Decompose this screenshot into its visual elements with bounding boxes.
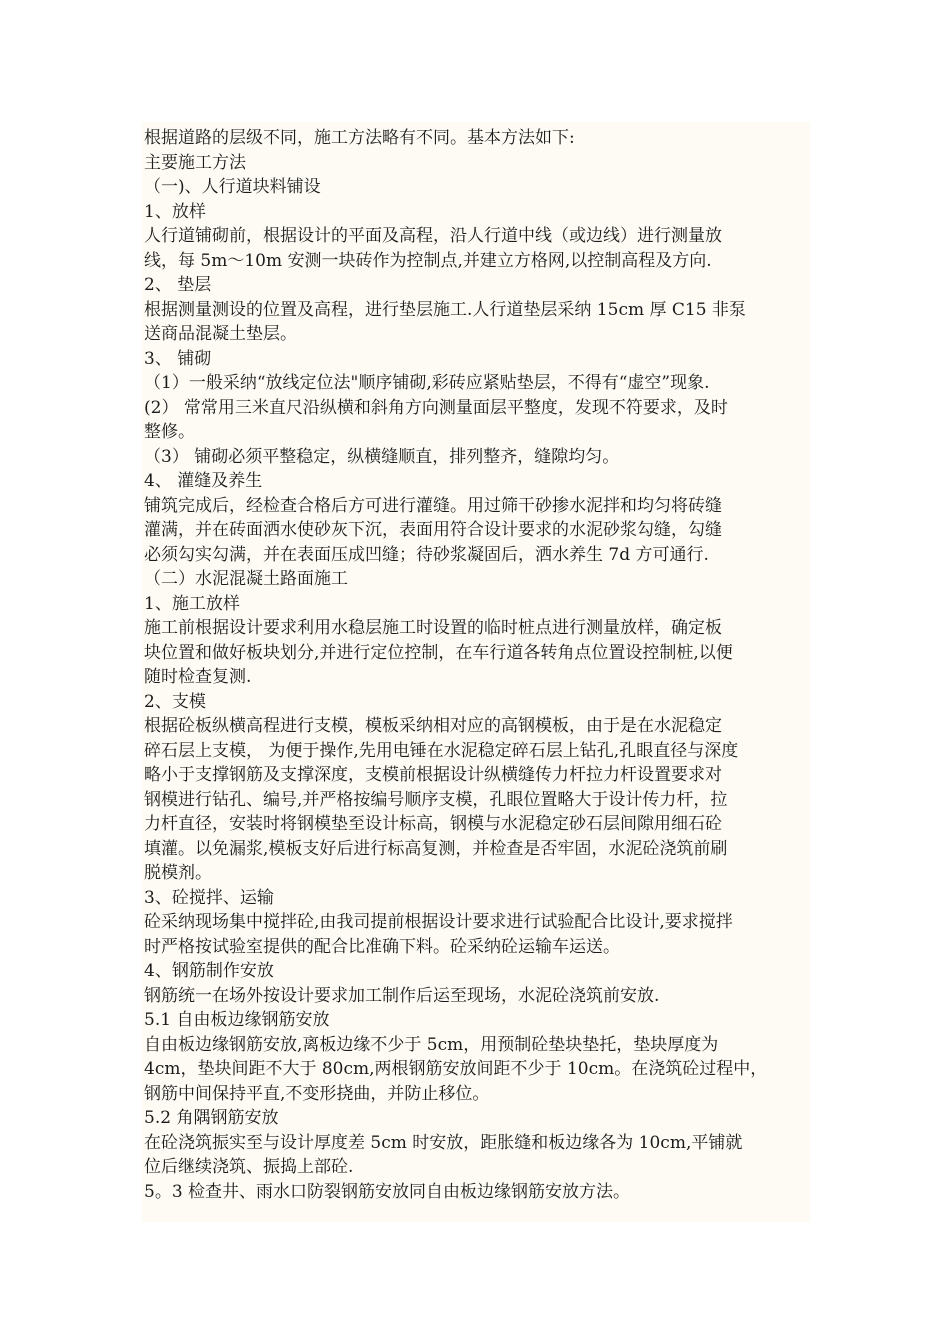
paragraph-line: 人行道铺砌前，根据设计的平面及高程，沿人行道中线（或边线）进行测量放 xyxy=(144,226,722,246)
document-body xyxy=(144,126,810,1204)
section-heading-main-methods: 主要施工方法 xyxy=(144,152,246,173)
paragraph-line-intro: 根据道路的层级不同，施工方法略有不同。基本方法如下: xyxy=(144,128,575,148)
paragraph-line: 略小于支撑钢筋及支撑深度，支模前根据设计纵横缝传力杆拉力杆设置要求对 xyxy=(144,765,722,785)
paragraph-line: 灌满，并在砖面洒水使砂灰下沉，表面用符合设计要求的水泥砂浆勾缝，勾缝 xyxy=(144,520,722,540)
subheading-free-edge-rebar: 5.1 自由板边缘钢筋安放 xyxy=(144,1010,330,1030)
paragraph-line: 砼采纳现场集中搅拌砼,由我司提前根据设计要求进行试验配合比设计,要求搅拌 xyxy=(144,912,733,932)
paragraph-line: 钢筋统一在场外按设计要求加工制作后运至现场，水泥砼浇筑前安放. xyxy=(144,985,660,1006)
subheading-joint-filling: 4、 灌缝及养生 xyxy=(144,471,263,491)
subheading-mixing-transport: 3、砼搅拌、运输 xyxy=(144,887,274,908)
subheading-corner-rebar: 5.2 角隅钢筋安放 xyxy=(144,1108,279,1128)
paragraph-line: 在砼浇筑振实至与设计厚度差 5cm 时安放，距胀缝和板边缘各为 10cm,平铺就 xyxy=(144,1132,743,1153)
subheading-formwork: 2、支模 xyxy=(144,691,206,712)
subheading-layout: 1、放样 xyxy=(144,201,206,222)
paragraph-line: 钢模进行钻孔、编号,并严格按编号顺序支模，孔眼位置略大于设计传力杆，拉 xyxy=(144,789,728,810)
paragraph-line: 时严格按试验室提供的配合比准确下料。砼采纳砼运输车运送。 xyxy=(144,936,620,957)
paragraph-line: 随时检查复测. xyxy=(144,667,252,687)
paragraph-line: 根据砼板纵横高程进行支模，模板采纳相对应的高钢模板，由于是在水泥稳定 xyxy=(144,716,722,736)
paragraph-line: 根据测量测设的位置及高程，进行垫层施工.人行道垫层采纳 15cm 厚 C15 非泵 xyxy=(144,299,746,320)
paragraph-line: 线，每 5m～10m 安测一块砖作为控制点,并建立方格网,以控制高程及方向. xyxy=(144,250,712,271)
paragraph-line: (2） 常常用三米直尺沿纵横和斜角方向测量面层平整度，发现不符要求，及时 xyxy=(144,397,728,418)
subheading-laying: 3、 铺砌 xyxy=(144,348,212,369)
paragraph-line: 送商品混凝土垫层。 xyxy=(144,324,297,344)
paragraph-line: 钢筋中间保持平直,不变形挠曲，并防止移位。 xyxy=(144,1083,490,1104)
subheading-cushion: 2、 垫层 xyxy=(144,275,212,295)
section-heading-sidewalk-paving: （一)、人行道块料铺设 xyxy=(144,177,321,197)
paragraph-line: 填灌。以免漏浆,模板支好后进行标高复测，并检查是否牢固，水泥砼浇筑前刷 xyxy=(144,838,728,859)
paragraph-line: 块位置和做好板块划分,并进行定位控制，在车行道各转角点位置设控制桩,以便 xyxy=(144,642,733,663)
paragraph-line: 整修。 xyxy=(144,422,195,442)
paragraph-line: 自由板边缘钢筋安放,离板边缘不少于 5cm，用预制砼垫块垫托，垫块厚度为 xyxy=(144,1034,719,1055)
paragraph-line: （1）一般采纳“放线定位法"顺序铺砌,彩砖应紧贴垫层，不得有“虚空”现象. xyxy=(144,373,710,393)
paragraph-line: 碎石层上支模， 为便于操作,先用电锤在水泥稳定碎石层上钻孔,孔眼直径与深度 xyxy=(144,740,739,761)
paragraph-line: 铺筑完成后，经检查合格后方可进行灌缝。用过筛干砂掺水泥拌和均匀将砖缝 xyxy=(144,495,722,516)
paragraph-line: 4cm，垫块间距不大于 80cm,两根钢筋安放间距不少于 10cm。在浇筑砼过程中， xyxy=(144,1059,768,1079)
paragraph-line: 脱模剂。 xyxy=(144,863,212,883)
paragraph-line: 施工前根据设计要求利用水稳层施工时设置的临时桩点进行测量放样，确定板 xyxy=(144,618,722,638)
subheading-rebar: 4、钢筋制作安放 xyxy=(144,961,274,981)
paragraph-line: 位后继续浇筑、振捣上部砼. xyxy=(144,1157,354,1177)
paragraph-line: （3） 铺砌必须平整稳定，纵横缝顺直，排列整齐，缝隙均匀。 xyxy=(144,446,620,467)
subheading-construction-layout: 1、施工放样 xyxy=(144,593,240,614)
paragraph-line: 必须勾实勾满，并在表面压成凹缝；待砂浆凝固后，洒水养生 7d 方可通行. xyxy=(144,544,709,565)
paragraph-line: 力杆直径，安装时将钢模垫至设计标高，钢模与水泥稳定砂石层间隙用细石砼 xyxy=(144,814,722,834)
paragraph-line: 5。3 检查井、雨水口防裂钢筋安放同自由板边缘钢筋安放方法。 xyxy=(144,1181,631,1202)
section-heading-concrete-road: （二）水泥混凝土路面施工 xyxy=(144,569,348,589)
